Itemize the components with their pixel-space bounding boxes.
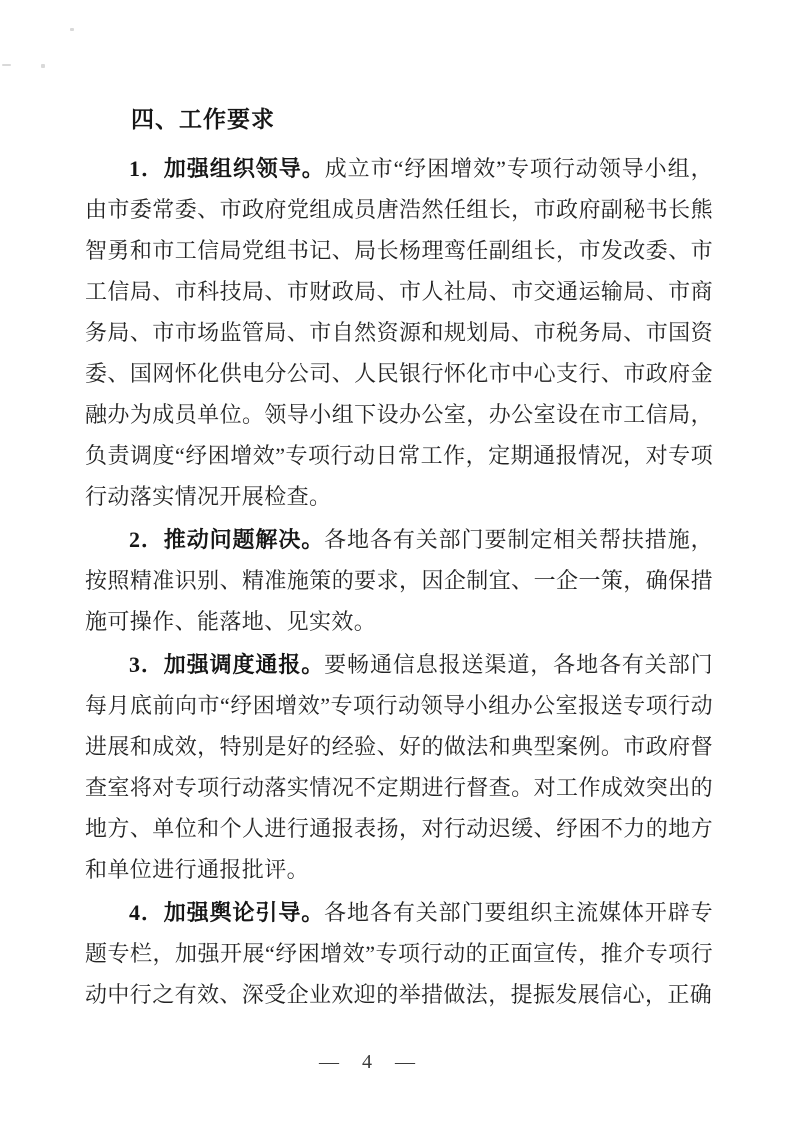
paragraph-2	[85, 519, 713, 642]
paragraph-1-text: 成立市“纾困增效”专项行动领导小组，由市委常委、市政府党组成员唐浩然任组长，市政府副秘书长熊智勇和市工信局党组书记、局长杨理鸾任副组长，市发改委、市工信局、市科技局、市财政局、市人社局、市交通运输局、市商务局、市市场监管局、市自然资源和规划局、市税务局、市国资委、国网怀化供电分公司、人民银行怀化市中心支行、市政府金融办为成员单位。领导小组下设办公室，办公室设在市工信局，负责调度“纾困增效”专项行动日常工作，定期通报情况，对专项行动落实情况开展检查。	[85, 156, 714, 509]
section-heading: 四、工作要求	[131, 107, 275, 132]
paragraph-2-text: 各地各有关部门要制定相关帮扶措施，按照精准识别、精准施策的要求，因企制宜、一企一策，确保措施可操作、能落地、见实效。	[85, 527, 713, 634]
document-body	[85, 99, 713, 1017]
scan-artifact	[70, 28, 74, 31]
paragraph-1-lead: 1．加强组织领导。	[129, 156, 325, 181]
paragraph-4-lead: 4．加强舆论引导。	[129, 900, 325, 925]
paragraph-3-text: 要畅通信息报送渠道，各地各有关部门每月底前向市“纾困增效”专项行动领导小组办公室报送专项行动进展和成效，特别是好的经验、好的做法和典型案例。市政府督查室将对专项行动落实情况不定期进行督查。对工作成效突出的地方、单位和个人进行通报表扬，对行动迟缓、纾困不力的地方和单位进行通报批评。	[85, 652, 713, 882]
paragraph-3-lead: 3．加强调度通报。	[129, 652, 325, 677]
scan-artifact	[41, 64, 45, 68]
paragraph-4-text: 各地各有关部门要组织主流媒体开辟专题专栏，加强开展“纾困增效”专项行动的正面宣传，推介专项行动中行之有效、深受企业欢迎的举措做法，提振发展信心，正确	[85, 900, 713, 1007]
page-number: — 4 —	[319, 1051, 424, 1073]
paragraph-1	[85, 148, 713, 517]
scan-artifact	[2, 64, 11, 66]
paragraph-2-lead: 2．推动问题解决。	[129, 527, 325, 552]
paragraph-4	[85, 892, 713, 1015]
paragraph-3	[85, 644, 713, 890]
